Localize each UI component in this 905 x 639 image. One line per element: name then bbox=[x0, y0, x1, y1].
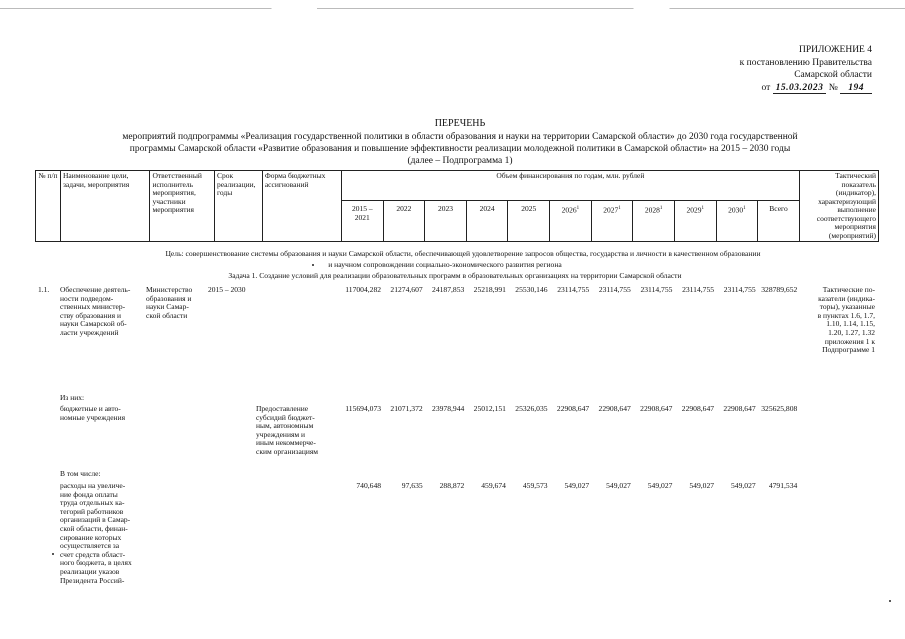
row2-value: 22908,647 bbox=[681, 404, 715, 413]
row2-name bbox=[60, 405, 145, 422]
row2-form-line: Предоставление bbox=[256, 404, 309, 413]
header-year-4: 2025 bbox=[508, 201, 550, 242]
row3-name-line: счет средств област- bbox=[60, 549, 126, 559]
document-title-line-1: мероприятий подпрограммы «Реализация государственной политики в области образования и науки на территории Самарской области» до 2030 года государственной bbox=[122, 132, 798, 142]
row1-executor bbox=[146, 286, 208, 320]
row2-value: 25012,151 bbox=[473, 404, 506, 413]
appendix-title: ПРИЛОЖЕНИЕ 4 bbox=[798, 45, 872, 55]
row1-value: 25530,146 bbox=[515, 285, 548, 294]
row3-value: 549,027 bbox=[606, 481, 631, 490]
row2-form bbox=[256, 405, 332, 457]
header-year-6: 2027$^1$ bbox=[591, 201, 633, 242]
scan-top-edge bbox=[0, 8, 905, 9]
row1-value: 23114,755 bbox=[723, 285, 756, 294]
measures-table-header bbox=[35, 170, 879, 242]
appendix-block bbox=[700, 44, 872, 94]
row3-value: 4791,534 bbox=[768, 481, 798, 490]
row1-name-line: Обеспечение деятель- bbox=[60, 285, 131, 294]
row3-value: 97,635 bbox=[401, 481, 423, 490]
document-heading: ПЕРЕЧЕНЬ bbox=[434, 118, 486, 129]
row1-name-line: ству образования и bbox=[60, 310, 121, 320]
header-name: Наименование цели, задачи, мероприятия bbox=[60, 171, 150, 242]
row2-form-line: субсидий бюджет- bbox=[256, 412, 315, 422]
header-year-9: 2030$^1$ bbox=[716, 201, 758, 242]
row3-name-line: расходы на увеличе- bbox=[60, 481, 126, 490]
goal-line-1: Цель: совершенствование системы образования и науки Самарской области, обеспечивающей удовлетворение запросов общества, государства и личности в качественном образовании bbox=[165, 249, 761, 258]
scan-speck bbox=[312, 264, 314, 266]
row3-name-line: ного бюджета, в целях bbox=[60, 558, 132, 568]
header-year-7: 2028$^1$ bbox=[633, 201, 675, 242]
row2-value: 22908,647 bbox=[556, 404, 590, 413]
header-year-10: Всего bbox=[758, 201, 800, 242]
header-term: Срок реализации, годы bbox=[214, 171, 262, 242]
row2-form-line: ным, автономным bbox=[256, 421, 314, 431]
header-financing: Объем финансирования по годам, млн. рублей bbox=[341, 171, 799, 201]
row3-name-line: организаций в Самар- bbox=[60, 515, 131, 525]
row1-term: 2015 – 2030 bbox=[208, 285, 246, 294]
header-year-5: 2026$^1$ bbox=[550, 201, 592, 242]
appendix-resolution: к постановлению Правительства bbox=[739, 57, 872, 68]
row1-indicator-line: в пунктах 1.6, 1.7, bbox=[817, 310, 875, 320]
row1-indicator bbox=[796, 286, 875, 355]
row3-name-line: Президента Россий- bbox=[60, 575, 125, 585]
row3-value: 549,027 bbox=[564, 481, 590, 490]
row3-name-line: труда отдельных ка- bbox=[60, 498, 125, 508]
row3-value: 549,027 bbox=[689, 481, 715, 490]
row1-value: 23114,755 bbox=[598, 285, 631, 294]
row3-name bbox=[60, 482, 146, 585]
row3-name-line: тегорий работников bbox=[60, 506, 124, 516]
appendix-number: 194 bbox=[840, 83, 872, 94]
row2-form-line: иным некоммерче- bbox=[256, 438, 316, 448]
appendix-date: 15.03.2023 bbox=[773, 83, 827, 94]
row3-value: 549,027 bbox=[647, 481, 673, 490]
header-year-3: 2024 bbox=[466, 201, 508, 242]
row2-name-line: номные учреждения bbox=[60, 412, 126, 422]
row1-value: 21274,607 bbox=[390, 285, 423, 294]
scan-speck bbox=[52, 553, 54, 555]
row1-name bbox=[60, 286, 145, 338]
goal-line-2: и научном сопровождении социально-экономического развития региона bbox=[328, 260, 562, 269]
row1-value: 23114,755 bbox=[557, 285, 590, 294]
including-label: В том числе: bbox=[60, 469, 101, 478]
document-title-line-3: (далее – Подпрограмма 1) bbox=[407, 156, 513, 166]
scan-speck bbox=[889, 600, 891, 602]
row1-value: 117004,282 bbox=[345, 285, 382, 294]
row1-indicator-line: казатели (индика- bbox=[818, 293, 875, 303]
row2-value: 22908,647 bbox=[723, 404, 756, 413]
header-year-0: 2015 – 2021 bbox=[341, 201, 383, 242]
row2-value: 115694,073 bbox=[345, 404, 382, 413]
row3-name-line: ской области, финан- bbox=[60, 523, 128, 533]
row1-value: 25218,991 bbox=[473, 285, 506, 294]
row3-value: 459,573 bbox=[522, 481, 548, 490]
task-line: Задача 1. Создание условий для реализации образовательных программ в образовательных организациях на территории Самарской области bbox=[228, 271, 682, 280]
row2-value: 325625,808 bbox=[761, 404, 798, 413]
row2-form-line: ским организациям bbox=[256, 446, 319, 456]
row2-value: 25326,035 bbox=[515, 404, 548, 413]
row2-value: 21071,372 bbox=[390, 404, 423, 413]
document-title-line-2: программы Самарской области «Развитие образования и повышение эффективности реализации молодежной политики в Самарской области» на 2015 – 2030 годы bbox=[129, 144, 791, 154]
row3-name-line: ние фонда оплаты bbox=[60, 489, 118, 499]
row1-indicator-line: приложения 1 к bbox=[824, 336, 875, 346]
row1-executor-line: науки Самар- bbox=[146, 302, 189, 312]
header-year-2: 2023 bbox=[425, 201, 467, 242]
row3-name-line: сирование которых bbox=[60, 532, 122, 542]
row1-value: 24187,853 bbox=[432, 285, 465, 294]
header-number: № п/п bbox=[36, 171, 61, 242]
row3-value: 740,648 bbox=[356, 481, 382, 490]
row1-name-line: ности подведом- bbox=[60, 293, 114, 303]
row2-form-line: учреждениям и bbox=[256, 429, 306, 439]
row2-value: 23978,944 bbox=[432, 404, 465, 413]
header-executor: Ответственный исполнитель мероприятия, участники мероприятия bbox=[150, 171, 215, 242]
header-year-1: 2022 bbox=[383, 201, 425, 242]
row1-name-line: ласти учреждений bbox=[60, 327, 119, 337]
row1-indicator-line: Тактические по- bbox=[822, 285, 875, 294]
row1-indicator-line: 1.20, 1.27, 1.32 bbox=[828, 327, 875, 337]
header-indicator: Тактический показатель (индикатор), характеризующий выполнение соответствующего мероприятия (мероприятий) bbox=[799, 171, 878, 242]
row1-value: 328789,652 bbox=[761, 285, 798, 294]
row1-number: 1.1. bbox=[38, 285, 50, 294]
row3-name-line: реализации указов bbox=[60, 566, 120, 576]
row1-executor-line: ской области bbox=[146, 310, 188, 320]
row1-name-line: науки Самарской об- bbox=[60, 319, 127, 329]
row3-value: 549,027 bbox=[731, 481, 756, 490]
row1-executor-line: Министерство bbox=[146, 285, 193, 294]
row2-name-line: бюджетные и авто- bbox=[60, 404, 121, 413]
row2-value: 22908,647 bbox=[598, 404, 631, 413]
row3-value: 459,674 bbox=[481, 481, 506, 490]
header-year-8: 2029$^1$ bbox=[674, 201, 716, 242]
row1-name-line: ственных министер- bbox=[60, 302, 126, 312]
appendix-region: Самарской области bbox=[794, 70, 872, 80]
row1-indicator-line: 1.10, 1.14, 1.15, bbox=[826, 319, 875, 329]
row2-value: 22908,647 bbox=[640, 404, 673, 413]
row3-value: 288,872 bbox=[439, 481, 465, 490]
of-them-label: Из них: bbox=[60, 393, 85, 402]
row1-indicator-line: Подпрограмме 1 bbox=[822, 345, 875, 355]
row1-indicator-line: торы), указанные bbox=[819, 302, 875, 312]
appendix-date-line: от 15.03.2023 № 194 bbox=[700, 82, 872, 95]
row1-value: 23114,755 bbox=[682, 285, 715, 294]
header-form: Форма бюджетных ассигнований bbox=[262, 171, 341, 242]
row1-value: 23114,755 bbox=[640, 285, 673, 294]
row1-executor-line: образования и bbox=[146, 293, 192, 303]
row3-name-line: осуществляется за bbox=[60, 541, 120, 551]
